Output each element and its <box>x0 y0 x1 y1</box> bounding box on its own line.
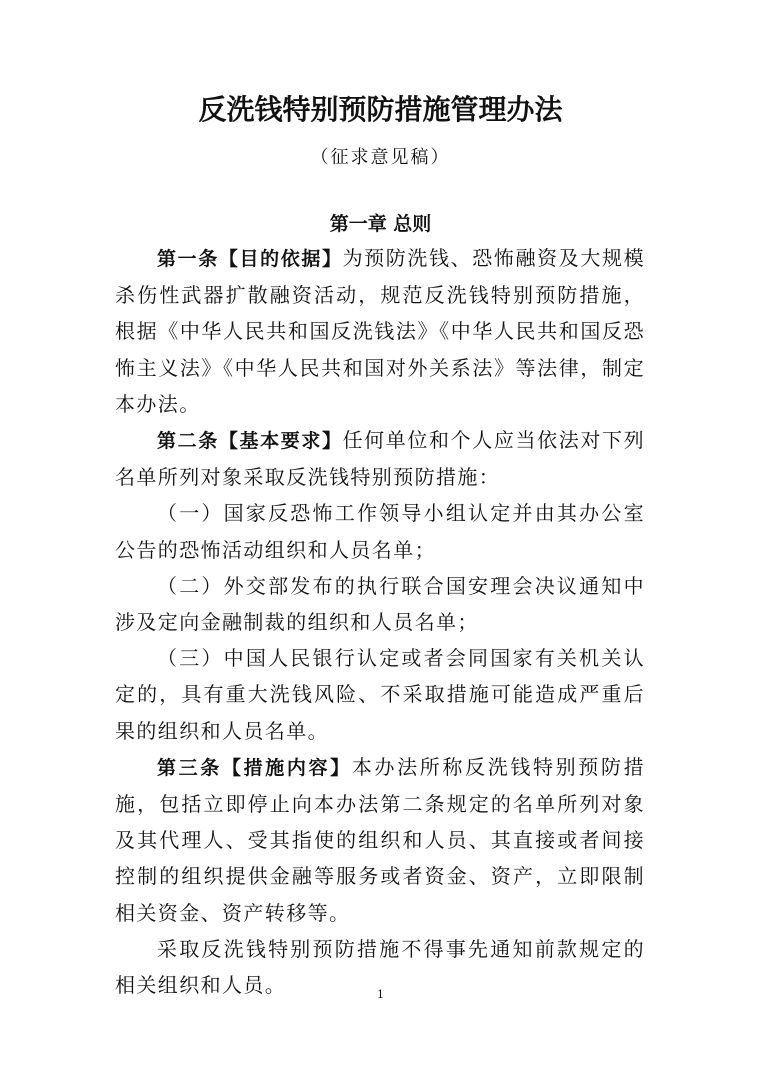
paragraph-text: 本办法所称反洗钱特别预防措施，包括立即停止向本办法第二条规定的名单所列对象及其代理人、受其指使的组织和人员、其直接或者间接控制的组织提供金融等服务或者资金、资产，立即限制相关资金、资产转移等。 <box>115 754 645 925</box>
list-item-1 <box>115 495 645 567</box>
paragraph-article-2 <box>115 422 645 495</box>
paragraph-text: （二）外交部发布的执行联合国安理会决议通知中涉及定向金融制裁的组织和人员名单； <box>115 573 645 635</box>
document-title: 反洗钱特别预防措施管理办法 <box>198 93 563 126</box>
paragraph-article-1 <box>115 240 645 422</box>
article-heading: 第一条【目的依据】 <box>157 248 343 270</box>
paragraph-text: 为预防洗钱、恐怖融资及大规模杀伤性武器扩散融资活动，规范反洗钱特别预防措施，根据《中华人民共和国反洗钱法》《中华人民共和国反恐怖主义法》《中华人民共和国对外关系法》等法律，制定本办法。 <box>115 246 645 416</box>
list-item-2 <box>115 568 645 640</box>
document-body <box>115 240 645 1003</box>
document-subtitle: （征求意见稿） <box>310 147 451 168</box>
list-item-3 <box>115 640 645 749</box>
paragraph-text: 采取反洗钱特别预防措施不得事先通知前款规定的相关组织和人员。 <box>115 936 645 998</box>
article-heading: 第三条【措施内容】 <box>157 756 352 779</box>
article-heading: 第二条【基本要求】 <box>157 430 343 453</box>
paragraph-text: 任何单位和个人应当依法对下列名单所列对象采取反洗钱特别预防措施： <box>115 428 645 490</box>
paragraph-article-3 <box>115 749 645 931</box>
paragraph-text: （一）国家反恐怖工作领导小组认定并由其办公室公告的恐怖活动组织和人员名单； <box>115 501 645 562</box>
chapter-heading: 第一章 总则 <box>329 213 432 235</box>
page-number: 1 <box>377 988 384 1001</box>
paragraph-text: （三）中国人民银行认定或者会同国家有关机关认定的，具有重大洗钱风险、不采取措施可能造成严重后果的组织和人员名单。 <box>115 646 645 743</box>
